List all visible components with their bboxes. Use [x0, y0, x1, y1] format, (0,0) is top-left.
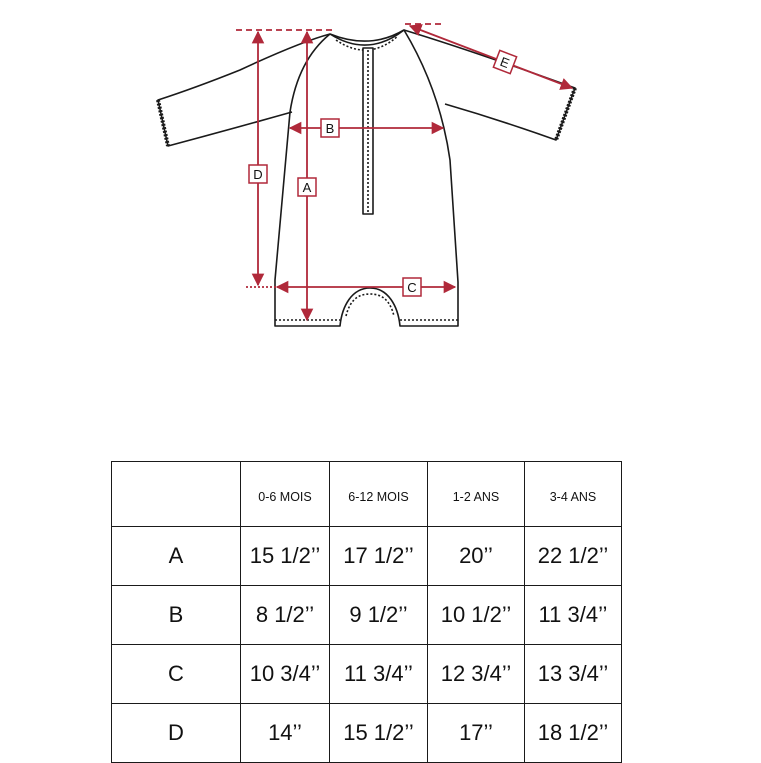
row-label: A — [112, 527, 241, 586]
table-cell: 17’’ — [428, 704, 525, 763]
table-cell: 8 1/2’’ — [241, 586, 330, 645]
table-cell: 12 3/4’’ — [428, 645, 525, 704]
label-c: C — [407, 280, 417, 295]
table-row — [112, 527, 622, 586]
table-header-row — [112, 462, 622, 527]
measure-e-line — [410, 26, 572, 88]
measurement-labels — [249, 50, 517, 296]
label-b: B — [325, 121, 335, 136]
table-cell: 13 3/4’’ — [525, 645, 622, 704]
column-header: 0-6 MOIS — [241, 462, 330, 527]
column-header: 3-4 ANS — [525, 462, 622, 527]
right-sleeve — [404, 30, 575, 140]
row-label: C — [112, 645, 241, 704]
left-sleeve — [158, 34, 330, 146]
table-row — [112, 586, 622, 645]
table-cell: 17 1/2’’ — [330, 527, 428, 586]
label-a: A — [302, 180, 312, 195]
row-label: D — [112, 704, 241, 763]
label-d: D — [253, 167, 263, 182]
table-cell: 10 1/2’’ — [428, 586, 525, 645]
table-cell: 11 3/4’’ — [330, 645, 428, 704]
table-cell: 11 3/4’’ — [525, 586, 622, 645]
table-cell: 15 1/2’’ — [241, 527, 330, 586]
table-cell: 9 1/2’’ — [330, 586, 428, 645]
column-header: 6-12 MOIS — [330, 462, 428, 527]
table-cell: 20’’ — [428, 527, 525, 586]
column-header: 1-2 ANS — [428, 462, 525, 527]
table-corner-cell — [112, 462, 241, 527]
romper-outline — [158, 30, 575, 326]
table-cell: 15 1/2’’ — [330, 704, 428, 763]
table-row — [112, 645, 622, 704]
table-cell: 10 3/4’’ — [241, 645, 330, 704]
table-cell: 22 1/2’’ — [525, 527, 622, 586]
table-row — [112, 704, 622, 763]
table-cell: 18 1/2’’ — [525, 704, 622, 763]
table-cell: 14’’ — [241, 704, 330, 763]
row-label: B — [112, 586, 241, 645]
size-chart-table — [111, 461, 622, 763]
measurement-lines — [236, 24, 572, 320]
label-e: E — [498, 53, 512, 72]
